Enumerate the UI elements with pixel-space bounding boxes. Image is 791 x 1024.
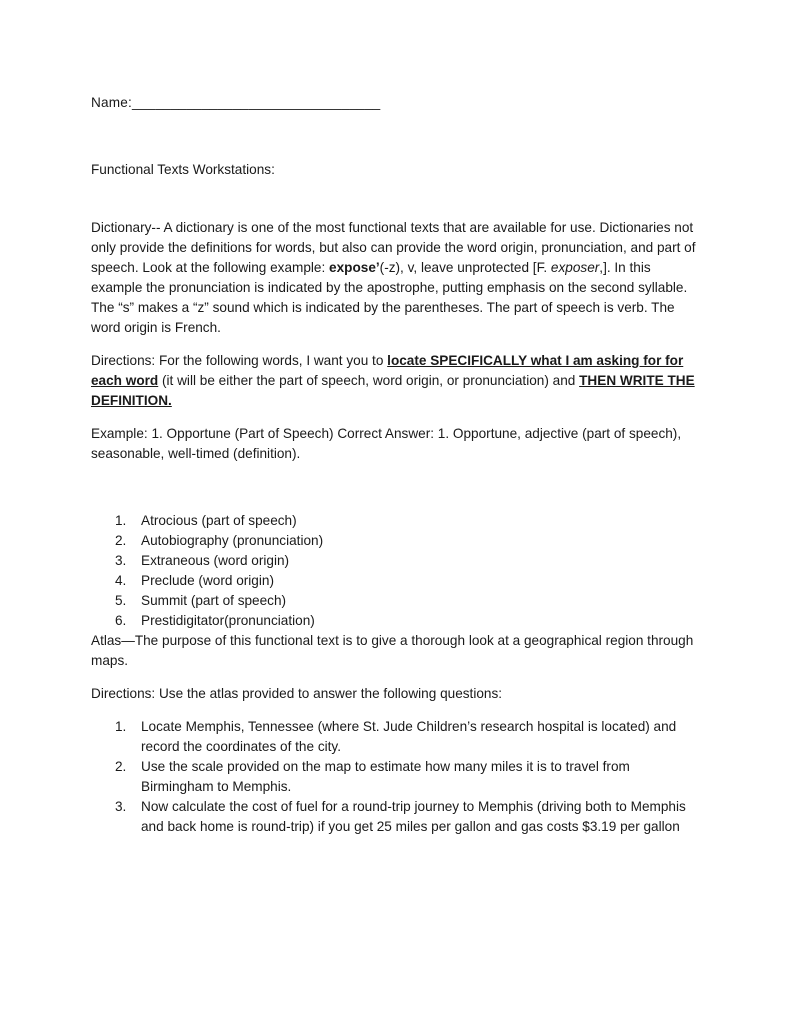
list-item — [115, 531, 701, 551]
atlas-list — [91, 717, 701, 837]
dictionary-text-segment: (-z), v, leave unprotected [F. — [379, 260, 551, 275]
atlas-directions-paragraph: Directions: Use the atlas provided to answer the following questions: — [91, 686, 503, 701]
example-paragraph: Example: 1. Opportune (Part of Speech) Correct Answer: 1. Opportune, adjective (part of speech), seasonable, well-timed (definition). — [91, 426, 682, 461]
list-item — [115, 611, 701, 631]
list-item-text: Preclude (word origin) — [141, 573, 274, 588]
list-item-number: 4. — [115, 573, 127, 588]
list-item-number: 1. — [115, 719, 127, 734]
list-item — [115, 717, 701, 757]
directions-text-segment: (it will be either the part of speech, word origin, or pronunciation) and — [158, 373, 580, 388]
document-title: Functional Texts Workstations: — [91, 162, 275, 177]
list-item-number: 2. — [115, 533, 127, 548]
dictionary-text-segment: ,]. In this example the pronunciation is indicated by the apostrophe, putting emphasis on the second syllable. The “s” makes a “z” sound which is indicated by the parentheses. The part of speech is verb. The word origin is French. — [91, 260, 688, 335]
dictionary-paragraph — [91, 218, 701, 338]
list-item — [115, 571, 701, 591]
list-item — [115, 551, 701, 571]
directions-text-segment: Directions: For the following words, I want you to — [91, 353, 388, 368]
list-item-text: Autobiography (pronunciation) — [141, 533, 324, 548]
dictionary-bold-word: expose’ — [329, 260, 380, 275]
name-line: Name:________________________________ — [91, 95, 381, 110]
list-item-text: Atrocious (part of speech) — [141, 513, 297, 528]
list-item-text: Now calculate the cost of fuel for a round-trip journey to Memphis (driving both to Memphis and back home is round-trip) if you get 25 miles per gallon and gas costs $3.19 per gallon — [141, 799, 686, 834]
word-list — [91, 511, 701, 631]
list-item-text: Use the scale provided on the map to estimate how many miles it is to travel from Birmingham to Memphis. — [141, 759, 630, 794]
atlas-paragraph: Atlas—The purpose of this functional text is to give a thorough look at a geographical region through maps. — [91, 633, 694, 668]
list-item — [115, 757, 701, 797]
directions-emphasis-segment: locate SPECIFICALLY what I am asking for for each word — [91, 353, 684, 388]
list-item-text: Extraneous (word origin) — [141, 553, 290, 568]
list-item-number: 3. — [115, 799, 127, 814]
list-item-number: 6. — [115, 613, 127, 628]
list-item-number: 5. — [115, 593, 127, 608]
list-item-number: 1. — [115, 513, 127, 528]
list-item — [115, 591, 701, 611]
list-item-text: Locate Memphis, Tennessee (where St. Jude Children’s research hospital is located) and record the coordinates of the city. — [141, 719, 677, 754]
dictionary-italic-word: exposer — [550, 260, 600, 275]
directions-paragraph — [91, 351, 701, 411]
list-item-text: Summit (part of speech) — [141, 593, 287, 608]
list-item-number: 2. — [115, 759, 127, 774]
list-item-number: 3. — [115, 553, 127, 568]
dictionary-text-segment: Dictionary-- A dictionary is one of the most functional texts that are available for use. Dictionaries not only provide the definitions for words, but also can provide the word origin, pronunciation, and part of speech. Look at the following example: — [91, 220, 696, 275]
list-item — [115, 797, 701, 837]
list-item-text: Prestidigitator(pronunciation) — [141, 613, 315, 628]
list-item — [115, 511, 701, 531]
directions-emphasis-segment: THEN WRITE THE DEFINITION. — [91, 373, 695, 408]
